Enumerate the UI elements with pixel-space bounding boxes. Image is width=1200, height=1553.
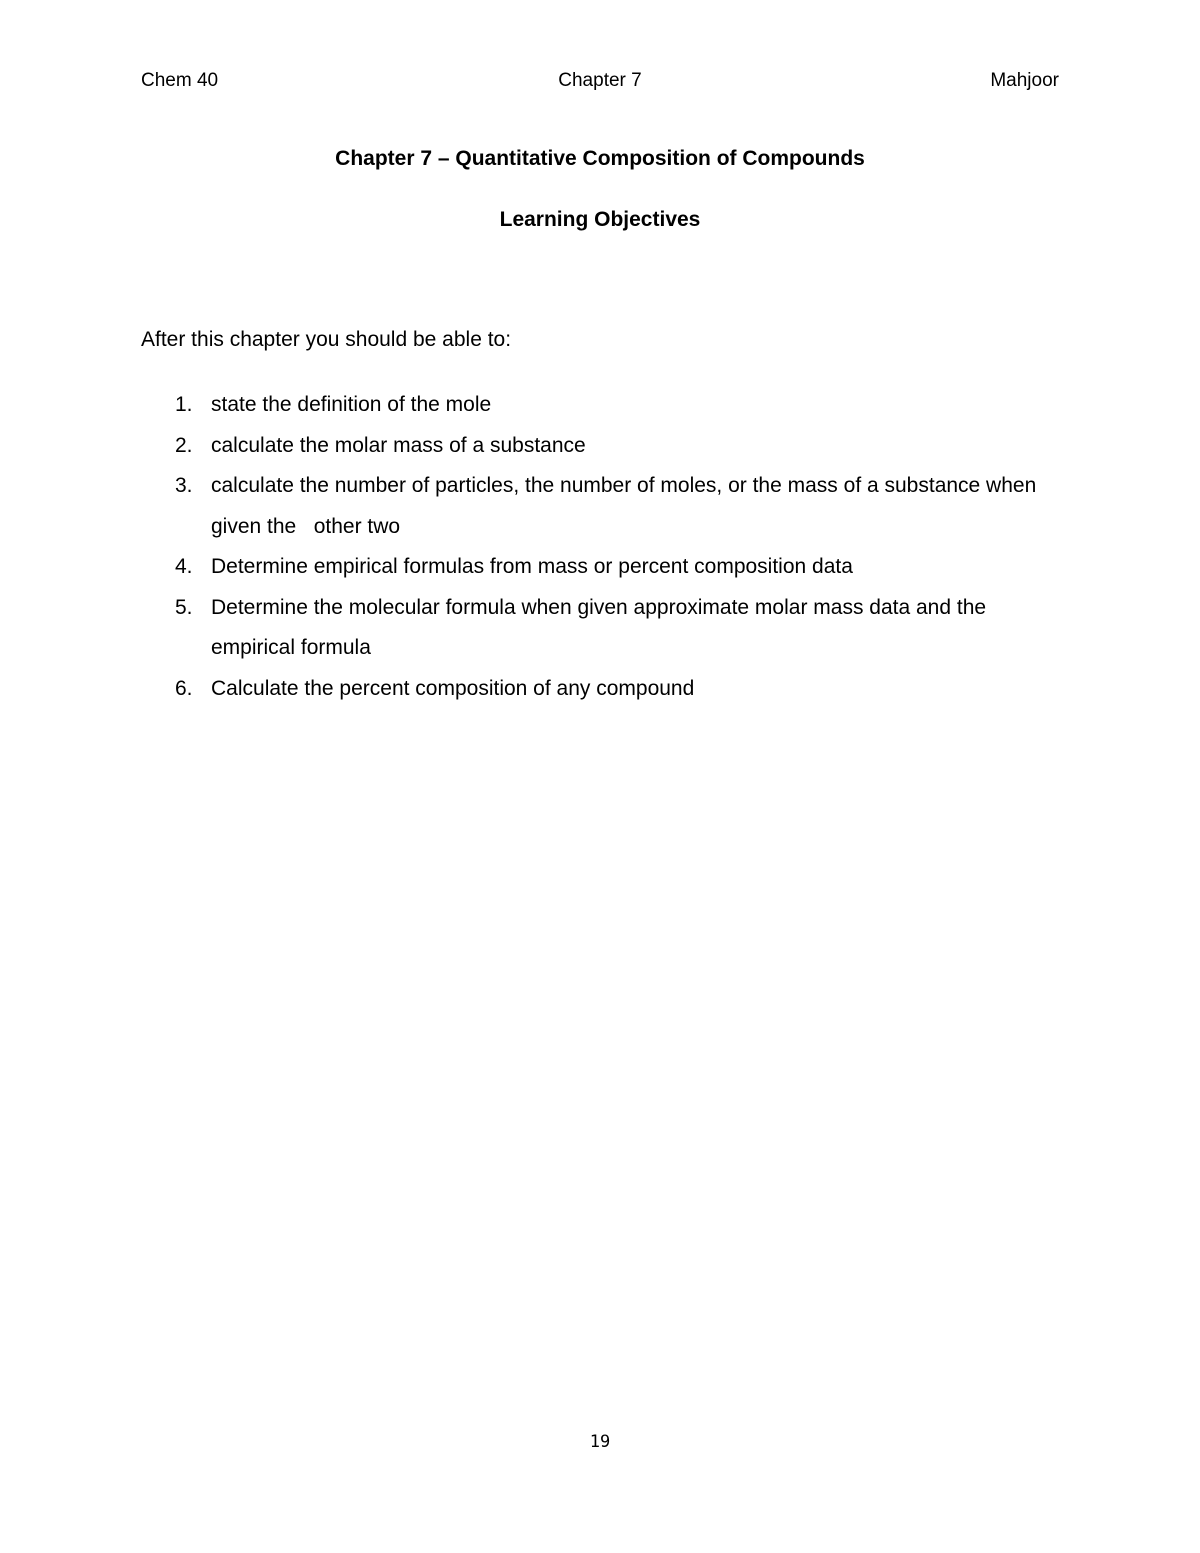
list-item-text: state the definition of the mole	[211, 393, 492, 416]
list-item	[141, 669, 1059, 710]
list-item-text: Determine empirical formulas from mass or percent composition data	[211, 555, 853, 578]
list-item-text: calculate the number of particles, the number of moles, or the mass of a substance when given the other two	[211, 474, 1043, 538]
list-item	[141, 466, 1059, 547]
list-item	[141, 385, 1059, 426]
page-header	[141, 70, 1059, 96]
page-title: Chapter 7 – Quantitative Composition of Compounds	[335, 147, 865, 170]
page-number: 19	[589, 1432, 611, 1452]
list-item-number: 1.	[175, 393, 193, 416]
header-course: Chem 40	[141, 70, 219, 91]
list-item-number: 2.	[175, 433, 193, 457]
list-item-number: 5.	[175, 595, 193, 619]
list-item	[141, 588, 1059, 669]
list-item-text: calculate the molar mass of a substance	[211, 433, 586, 457]
list-item-text: Calculate the percent composition of any compound	[211, 676, 695, 700]
list-item	[141, 547, 1059, 588]
list-item-number: 4.	[175, 555, 193, 578]
header-chapter: Chapter 7	[558, 70, 642, 91]
section-heading: Learning Objectives	[499, 208, 701, 231]
list-item-text: Determine the molecular formula when given approximate molar mass data and the empirical formula	[211, 595, 987, 659]
list-item-number: 6.	[175, 676, 193, 700]
objectives-list	[141, 385, 1059, 709]
intro-text: After this chapter you should be able to:	[141, 328, 512, 351]
header-author: Mahjoor	[990, 70, 1059, 91]
list-item-number: 3.	[175, 474, 193, 497]
list-item	[141, 426, 1059, 467]
